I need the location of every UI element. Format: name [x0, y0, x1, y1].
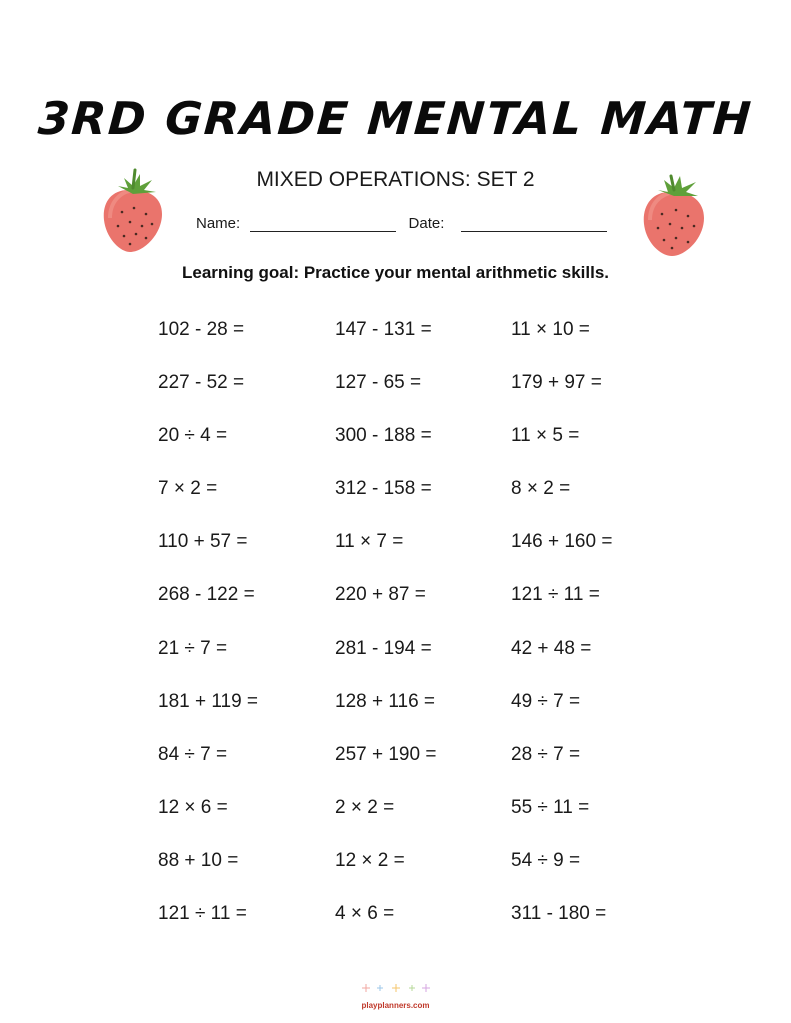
- math-problem: 311 - 180 =: [511, 903, 607, 925]
- math-problem: 11 × 10 =: [511, 319, 590, 340]
- math-problem: 220 + 87 =: [335, 584, 426, 606]
- date-field[interactable]: [461, 217, 607, 232]
- name-field[interactable]: [250, 217, 396, 232]
- math-problem: 146 + 160 =: [511, 531, 613, 553]
- name-date-row: [196, 215, 607, 232]
- math-problem: 2 × 2 =: [335, 796, 395, 818]
- math-problem: 300 - 188 =: [335, 425, 432, 447]
- math-problem: 49 ÷ 7 =: [511, 690, 581, 712]
- math-problem: 84 ÷ 7 =: [158, 743, 228, 765]
- math-problem: 268 - 122 =: [158, 584, 255, 606]
- math-problem: 147 - 131 =: [335, 319, 432, 340]
- name-label: Name:: [196, 215, 241, 232]
- math-problem: 20 ÷ 4 =: [158, 425, 228, 447]
- math-problem: 11 × 7 =: [335, 531, 404, 553]
- brand-logo: [356, 979, 436, 1012]
- math-problem: 181 + 119 =: [158, 690, 259, 712]
- math-problem: 8 × 2 =: [511, 478, 571, 500]
- math-problem: 7 × 2 =: [158, 478, 218, 500]
- footer: [0, 979, 791, 1012]
- math-problem: 121 ÷ 11 =: [511, 584, 600, 606]
- math-problem: 257 + 190 =: [335, 743, 437, 765]
- math-problem: 128 + 116 =: [335, 690, 436, 712]
- math-problem: 227 - 52 =: [158, 372, 245, 394]
- learning-goal: Learning goal: Practice your mental arithmetic skills.: [181, 263, 610, 282]
- sparkle-icon: [356, 983, 436, 993]
- math-problem: 12 × 6 =: [158, 796, 228, 818]
- math-problem: 4 × 6 =: [335, 903, 395, 925]
- math-problem: 88 + 10 =: [158, 849, 239, 871]
- math-problem: 55 ÷ 11 =: [511, 796, 590, 818]
- math-problem: 42 + 48 =: [511, 637, 592, 659]
- footer-site: playplanners.com: [361, 1001, 430, 1010]
- math-problem: 28 ÷ 7 =: [511, 743, 581, 765]
- worksheet-title: 3RD GRADE MENTAL MATH: [36, 92, 755, 145]
- problem-grid: [158, 316, 658, 953]
- math-problem: 12 × 2 =: [335, 849, 405, 871]
- math-problem: 21 ÷ 7 =: [158, 637, 228, 659]
- math-problem: 179 + 97 =: [511, 372, 602, 394]
- math-problem: 127 - 65 =: [335, 372, 422, 394]
- math-problem: 281 - 194 =: [335, 637, 432, 659]
- worksheet-subtitle: MIXED OPERATIONS: SET 2: [256, 168, 535, 191]
- math-problem: 312 - 158 =: [335, 478, 432, 500]
- math-problem: 11 × 5 =: [511, 425, 580, 447]
- math-problem: 102 - 28 =: [158, 319, 245, 340]
- math-problem: 54 ÷ 9 =: [511, 849, 581, 871]
- date-label: Date:: [408, 215, 445, 232]
- math-problem: 110 + 57 =: [158, 531, 248, 553]
- math-problem: 121 ÷ 11 =: [158, 903, 247, 925]
